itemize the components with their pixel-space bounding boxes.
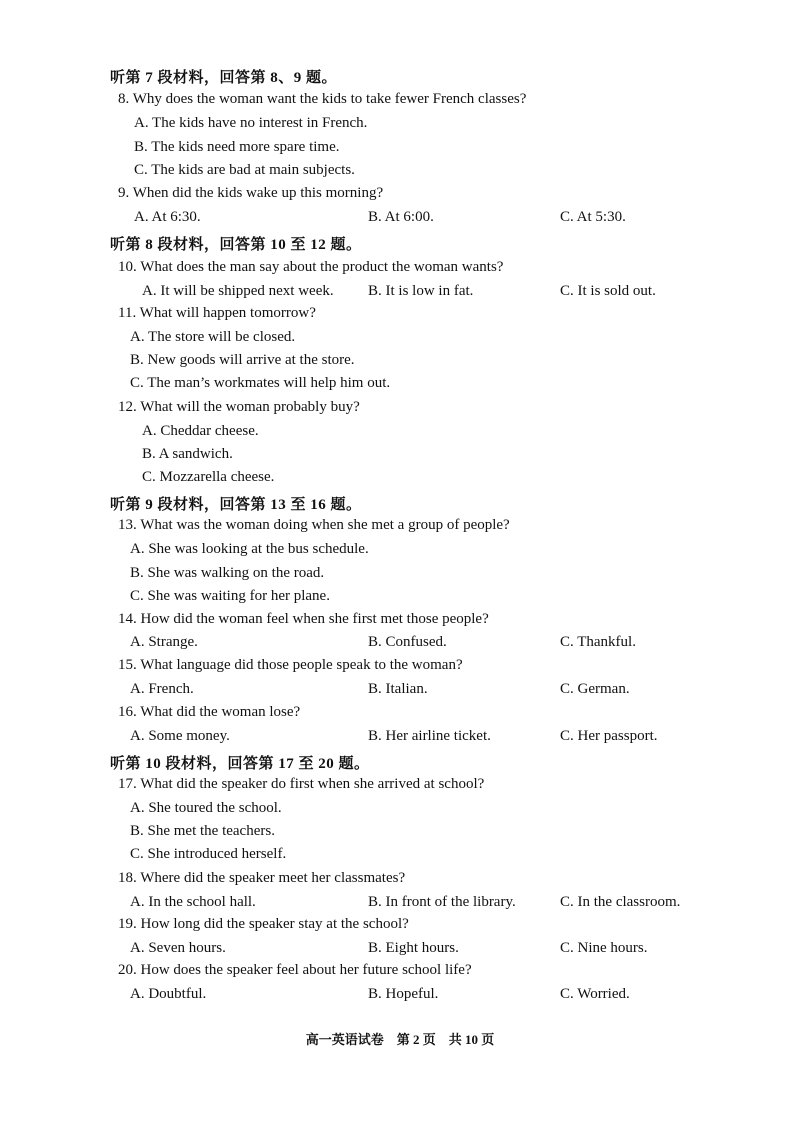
question-15: 15. What language did those people speak to the woman? [118, 657, 463, 673]
question-11: 11. What will happen tomorrow? [118, 305, 316, 321]
question-13: 13. What was the woman doing when she met a group of people? [118, 517, 510, 533]
q13-option-c: C. She was waiting for her plane. [130, 588, 330, 604]
q10-option-b: B. It is low in fat. [368, 283, 474, 299]
q14-option-c: C. Thankful. [560, 634, 636, 650]
question-9: 9. When did the kids wake up this morning? [118, 185, 384, 201]
q8-option-c: C. The kids are bad at main subjects. [134, 162, 355, 178]
q18-option-a: A. In the school hall. [130, 894, 256, 910]
q20-option-a: A. Doubtful. [130, 986, 207, 1002]
q19-option-b: B. Eight hours. [368, 940, 459, 956]
question-19: 19. How long did the speaker stay at the school? [118, 916, 409, 932]
q13-option-a: A. She was looking at the bus schedule. [130, 541, 369, 557]
section-heading-7: 听第 7 段材料，回答第 8、9 题。 [110, 70, 338, 86]
q20-option-c: C. Worried. [560, 986, 630, 1002]
question-20: 20. How does the speaker feel about her future school life? [118, 962, 472, 978]
q15-option-b: B. Italian. [368, 681, 428, 697]
q17-option-b: B. She met the teachers. [130, 823, 275, 839]
q18-option-c: C. In the classroom. [560, 894, 681, 910]
q9-option-c: C. At 5:30. [560, 209, 626, 225]
q10-option-c: C. It is sold out. [560, 283, 656, 299]
question-12: 12. What will the woman probably buy? [118, 399, 360, 415]
section-heading-9: 听第 9 段材料，回答第 13 至 16 题。 [110, 497, 362, 513]
q12-option-c: C. Mozzarella cheese. [142, 469, 275, 485]
question-8: 8. Why does the woman want the kids to take fewer French classes? [118, 91, 527, 107]
q9-option-a: A. At 6:30. [134, 209, 201, 225]
q11-option-c: C. The man’s workmates will help him out. [130, 375, 391, 391]
q11-option-b: B. New goods will arrive at the store. [130, 352, 355, 368]
question-17: 17. What did the speaker do first when she arrived at school? [118, 776, 485, 792]
q20-option-b: B. Hopeful. [368, 986, 439, 1002]
question-14: 14. How did the woman feel when she first met those people? [118, 611, 489, 627]
page-footer: 高一英语试卷 第 2 页 共 10 页 [305, 1032, 495, 1047]
q14-option-a: A. Strange. [130, 634, 198, 650]
q12-option-b: B. A sandwich. [142, 446, 233, 462]
q8-option-a: A. The kids have no interest in French. [134, 115, 368, 131]
question-18: 18. Where did the speaker meet her classmates? [118, 870, 406, 886]
q17-option-a: A. She toured the school. [130, 800, 282, 816]
q15-option-a: A. French. [130, 681, 194, 697]
q13-option-b: B. She was walking on the road. [130, 565, 325, 581]
q10-option-a: A. It will be shipped next week. [142, 283, 334, 299]
section-heading-10: 听第 10 段材料，回答第 17 至 20 题。 [110, 756, 370, 772]
question-10: 10. What does the man say about the product the woman wants? [118, 259, 504, 275]
q12-option-a: A. Cheddar cheese. [142, 423, 259, 439]
q18-option-b: B. In front of the library. [368, 894, 516, 910]
q11-option-a: A. The store will be closed. [130, 329, 296, 345]
q16-option-c: C. Her passport. [560, 728, 658, 744]
section-heading-8: 听第 8 段材料，回答第 10 至 12 题。 [110, 237, 362, 253]
q8-option-b: B. The kids need more spare time. [134, 139, 340, 155]
q19-option-c: C. Nine hours. [560, 940, 648, 956]
q17-option-c: C. She introduced herself. [130, 846, 287, 862]
question-16: 16. What did the woman lose? [118, 704, 301, 720]
q14-option-b: B. Confused. [368, 634, 447, 650]
q9-option-b: B. At 6:00. [368, 209, 434, 225]
q16-option-b: B. Her airline ticket. [368, 728, 491, 744]
q15-option-c: C. German. [560, 681, 630, 697]
q16-option-a: A. Some money. [130, 728, 230, 744]
q19-option-a: A. Seven hours. [130, 940, 226, 956]
